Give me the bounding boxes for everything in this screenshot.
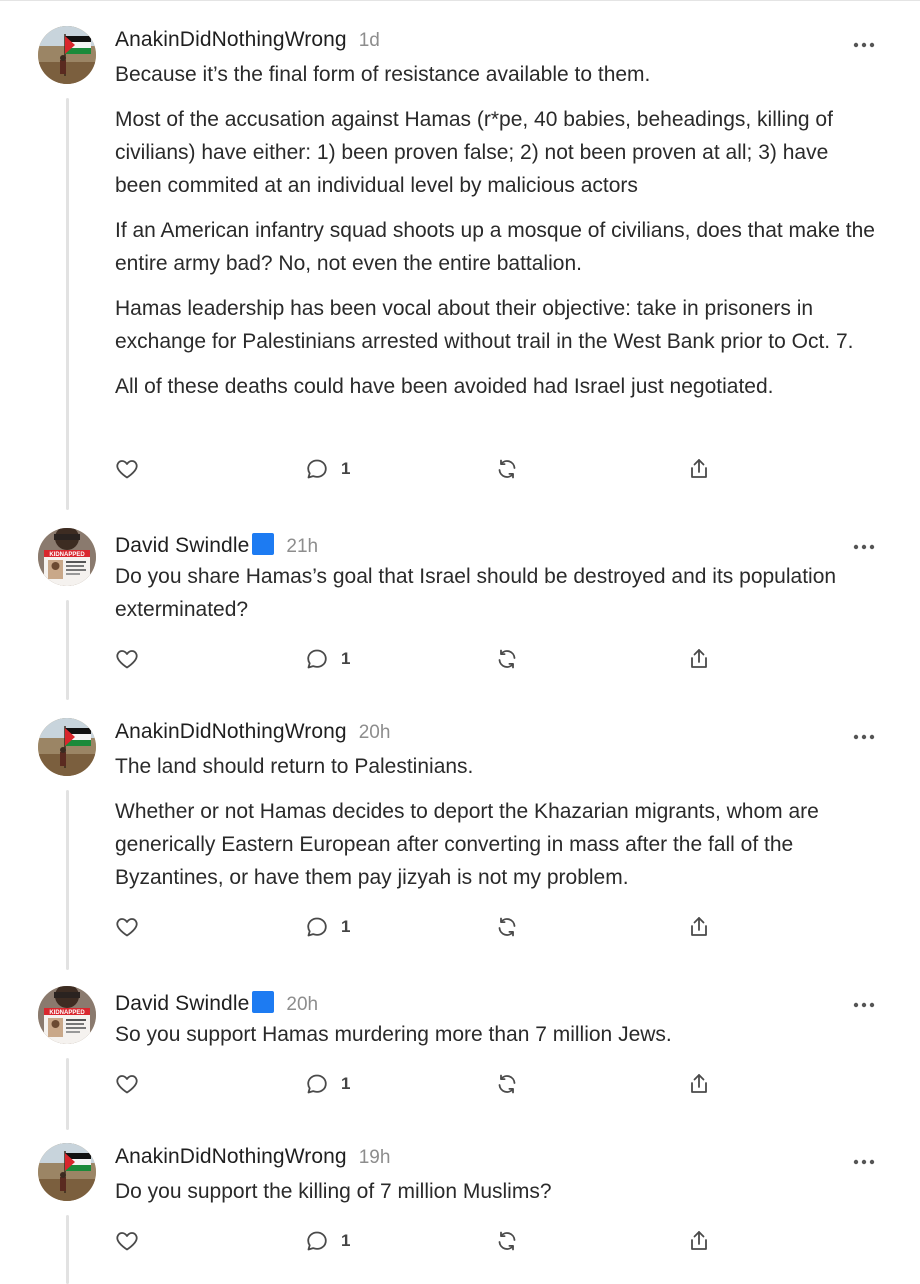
heart-icon <box>115 1072 139 1096</box>
thread-line <box>66 98 69 510</box>
more-options-icon[interactable] <box>852 36 876 48</box>
share-icon <box>687 915 711 939</box>
thread-line <box>66 600 69 700</box>
reply-count: 1 <box>341 917 351 936</box>
reply-button[interactable] <box>305 454 350 484</box>
more-options-icon[interactable] <box>852 538 876 550</box>
username[interactable]: David Swindle <box>115 992 250 1015</box>
repost-button[interactable] <box>495 912 519 942</box>
like-button[interactable] <box>115 1226 139 1256</box>
more-options-icon[interactable] <box>852 728 876 740</box>
reply-count: 1 <box>341 459 351 478</box>
kidnapped-poster-avatar-image <box>38 528 96 586</box>
repost-icon <box>495 647 519 671</box>
username[interactable]: David Swindle <box>115 534 250 557</box>
comment-body <box>115 26 880 415</box>
repost-button[interactable] <box>495 1226 519 1256</box>
poster-heading: KIDNAPPED <box>49 1010 85 1016</box>
comment-text: Because it’s the final form of resistance available to them. <box>115 63 651 86</box>
avatar[interactable] <box>38 528 96 586</box>
comment-actions <box>115 1069 795 1099</box>
reply-button[interactable] <box>305 1069 350 1099</box>
poster-heading: KIDNAPPED <box>49 552 85 558</box>
comment-header <box>115 28 880 58</box>
like-button[interactable] <box>115 1069 139 1099</box>
heart-icon <box>115 1229 139 1253</box>
verified-badge-icon <box>252 533 274 555</box>
username[interactable]: AnakinDidNothingWrong <box>115 28 347 51</box>
comment-body <box>115 1143 880 1220</box>
palestinian-flag-avatar-image <box>38 26 96 84</box>
timestamp[interactable]: 20h <box>286 994 319 1015</box>
avatar[interactable] <box>38 986 96 1044</box>
verified-badge-icon <box>252 991 274 1013</box>
share-icon <box>687 457 711 481</box>
comment-text: Do you support the killing of 7 million Muslims? <box>115 1180 552 1203</box>
comment-header <box>115 720 880 750</box>
timestamp[interactable]: 19h <box>358 1147 391 1168</box>
avatar[interactable] <box>38 26 96 84</box>
repost-icon <box>495 1072 519 1096</box>
like-button[interactable] <box>115 912 139 942</box>
comment-bubble-icon <box>305 457 329 481</box>
avatar[interactable] <box>38 1143 96 1201</box>
thread-line <box>66 790 69 970</box>
reply-count: 1 <box>341 1074 351 1093</box>
comment-body <box>115 986 880 1063</box>
reply-button[interactable] <box>305 1226 350 1256</box>
repost-button[interactable] <box>495 644 519 674</box>
reply-count: 1 <box>341 1231 351 1250</box>
share-button[interactable] <box>687 454 711 484</box>
top-divider <box>0 0 920 1</box>
thread-line <box>66 1058 69 1130</box>
like-button[interactable] <box>115 644 139 674</box>
comment-bubble-icon <box>305 915 329 939</box>
share-button[interactable] <box>687 912 711 942</box>
comment-header <box>115 988 880 1018</box>
share-icon <box>687 1072 711 1096</box>
share-icon <box>687 647 711 671</box>
reply-button[interactable] <box>305 644 350 674</box>
comment-text: If an American infantry squad shoots up a mosque of civilians, does that make the entire army bad? No, not even the entire battalion. <box>115 219 875 275</box>
more-options-icon[interactable] <box>852 1153 876 1165</box>
repost-icon <box>495 915 519 939</box>
comment-actions <box>115 644 795 674</box>
comment-text: All of these deaths could have been avoided had Israel just negotiated. <box>115 375 774 398</box>
comment-actions <box>115 912 795 942</box>
repost-button[interactable] <box>495 1069 519 1099</box>
heart-icon <box>115 647 139 671</box>
timestamp[interactable]: 20h <box>358 722 391 743</box>
comment-text: Whether or not Hamas decides to deport the Khazarian migrants, whom are generically Eastern European after converting in mass after the fall of the Byzantines, or have them pay jizyah is not my problem. <box>115 800 819 889</box>
comment-header <box>115 1145 880 1175</box>
palestinian-flag-avatar-image <box>38 1143 96 1201</box>
username[interactable]: AnakinDidNothingWrong <box>115 720 347 743</box>
kidnapped-poster-avatar-image <box>38 986 96 1044</box>
heart-icon <box>115 915 139 939</box>
reply-count: 1 <box>341 649 351 668</box>
comment-text: Hamas leadership has been vocal about their objective: take in prisoners in exchange for Palestinians arrested without trail in the West Bank prior to Oct. 7. <box>115 297 854 353</box>
like-button[interactable] <box>115 454 139 484</box>
comment-text: So you support Hamas murdering more than 7 million Jews. <box>115 1023 672 1046</box>
timestamp[interactable]: 1d <box>358 30 380 51</box>
thread-line <box>66 1215 69 1284</box>
share-button[interactable] <box>687 1069 711 1099</box>
repost-button[interactable] <box>495 454 519 484</box>
reply-button[interactable] <box>305 912 350 942</box>
comment-text: The land should return to Palestinians. <box>115 755 474 778</box>
comment-body <box>115 528 880 638</box>
timestamp[interactable]: 21h <box>286 536 319 557</box>
share-button[interactable] <box>687 1226 711 1256</box>
avatar[interactable] <box>38 718 96 776</box>
comment-text: Do you share Hamas’s goal that Israel should be destroyed and its population exterminated? <box>115 565 837 621</box>
comment-bubble-icon <box>305 647 329 671</box>
share-icon <box>687 1229 711 1253</box>
comment-actions <box>115 454 795 484</box>
repost-icon <box>495 457 519 481</box>
username[interactable]: AnakinDidNothingWrong <box>115 1145 347 1168</box>
comment-actions <box>115 1226 795 1256</box>
more-options-icon[interactable] <box>852 996 876 1008</box>
comment-header <box>115 530 880 560</box>
comment-text: Most of the accusation against Hamas (r*pe, 40 babies, beheadings, killing of civilians) have either: 1) been proven false; 2) not been proven at all; 3) have been commited at an individual level by malicious actors <box>115 108 833 197</box>
palestinian-flag-avatar-image <box>38 718 96 776</box>
comment-body <box>115 718 880 906</box>
comment-bubble-icon <box>305 1229 329 1253</box>
heart-icon <box>115 457 139 481</box>
repost-icon <box>495 1229 519 1253</box>
share-button[interactable] <box>687 644 711 674</box>
comment-bubble-icon <box>305 1072 329 1096</box>
